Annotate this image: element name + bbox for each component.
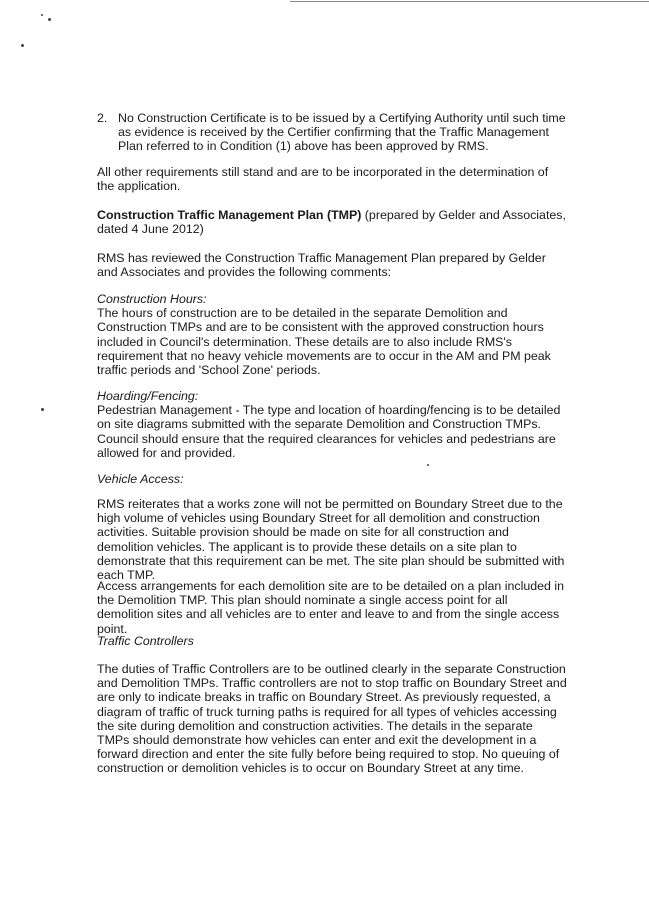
traffic-controllers-paragraph (97, 662, 567, 776)
ctmp-subtitle: (prepared by Gelder and Associates, dated 4 June 2012) (97, 208, 566, 237)
item-number: 2. (97, 111, 108, 125)
vehicle-access-paragraph-2 (97, 579, 567, 636)
paragraph-text: RMS has reviewed the Construction Traffic Management Plan prepared by Gelder and Associates and provides the following comments: (97, 251, 546, 280)
section-body: Access arrangements for each demolition site are to be detailed on a plan included in the Demolition TMP. This plan should nominate a single access point for all demolition sites and all vehicles are to enter and leave to and from the single access point. (97, 579, 564, 636)
paragraph-text: All other requirements still stand and are to be incorporated in the determination of the application. (97, 165, 549, 194)
section-body: The hours of construction are to be detailed in the separate Demolition and Construction TMPs and are to be consistent with the approved construction hours included in Council's determination. These details are to also include RMS's requirement that no heavy vehicle movements are to occur in the AM and PM peak traffic periods and 'School Zone' periods. (97, 306, 551, 378)
section-heading: Construction Hours: (97, 292, 207, 306)
scan-speck (48, 18, 51, 21)
item-text: No Construction Certificate is to be issued by a Certifying Authority until such time as evidence is received by the Certifier confirming that the Traffic Management Plan referred to in Condition (1) above has been approved by RMS. (118, 111, 566, 154)
section-body: Pedestrian Management - The type and location of hoarding/fencing is to be detailed on site diagrams submitted with the separate Demolition and Construction TMPs. Council should ensure that the required clearances for vehicles and pedestrians are allowed for and provided. (97, 403, 561, 460)
traffic-controllers-heading (97, 634, 567, 648)
section-heading: Traffic Controllers (97, 634, 194, 648)
other-requirements-paragraph (97, 165, 567, 193)
vehicle-access-paragraph-1 (97, 497, 567, 582)
scan-speck (21, 44, 24, 47)
scan-top-border (290, 1, 649, 2)
section-heading: Hoarding/Fencing: (97, 389, 199, 403)
scan-speck (427, 464, 429, 466)
rms-review-paragraph (97, 251, 567, 279)
scan-speck (41, 14, 43, 16)
section-body: The duties of Traffic Controllers are to be outlined clearly in the separate Construction and Demolition TMPs. Traffic controllers are not to stop traffic on Boundary Street and are only to indicate breaks in traffic on Boundary Street. As previously requested, a diagram of traffic of truck turning paths is required for all types of vehicles accessing the site during demolition and construction activities. The details in the separate TMPs should demonstrate how vehicles can enter and exit the development in a forward direction and enter the site fully before being required to stop. No queuing of construction or demolition vehicles is to occur on Boundary Street at any time. (97, 662, 567, 776)
section-heading: Vehicle Access: (97, 472, 184, 486)
ctmp-title: Construction Traffic Management Plan (TMP) (97, 208, 362, 222)
vehicle-access-section (97, 472, 567, 486)
hoarding-fencing-section (97, 389, 567, 460)
section-body: RMS reiterates that a works zone will not be permitted on Boundary Street due to the high volume of vehicles using Boundary Street for all demolition and construction activities. Suitable provision should be made on site for all construction and demolition vehicles. The applicant is to provide these details on a site plan to demonstrate that this requirement can be met. The site plan should be submitted with each TMP. (97, 497, 565, 583)
ctmp-heading-paragraph (97, 208, 567, 236)
scan-speck (41, 408, 44, 411)
construction-hours-section (97, 292, 567, 377)
